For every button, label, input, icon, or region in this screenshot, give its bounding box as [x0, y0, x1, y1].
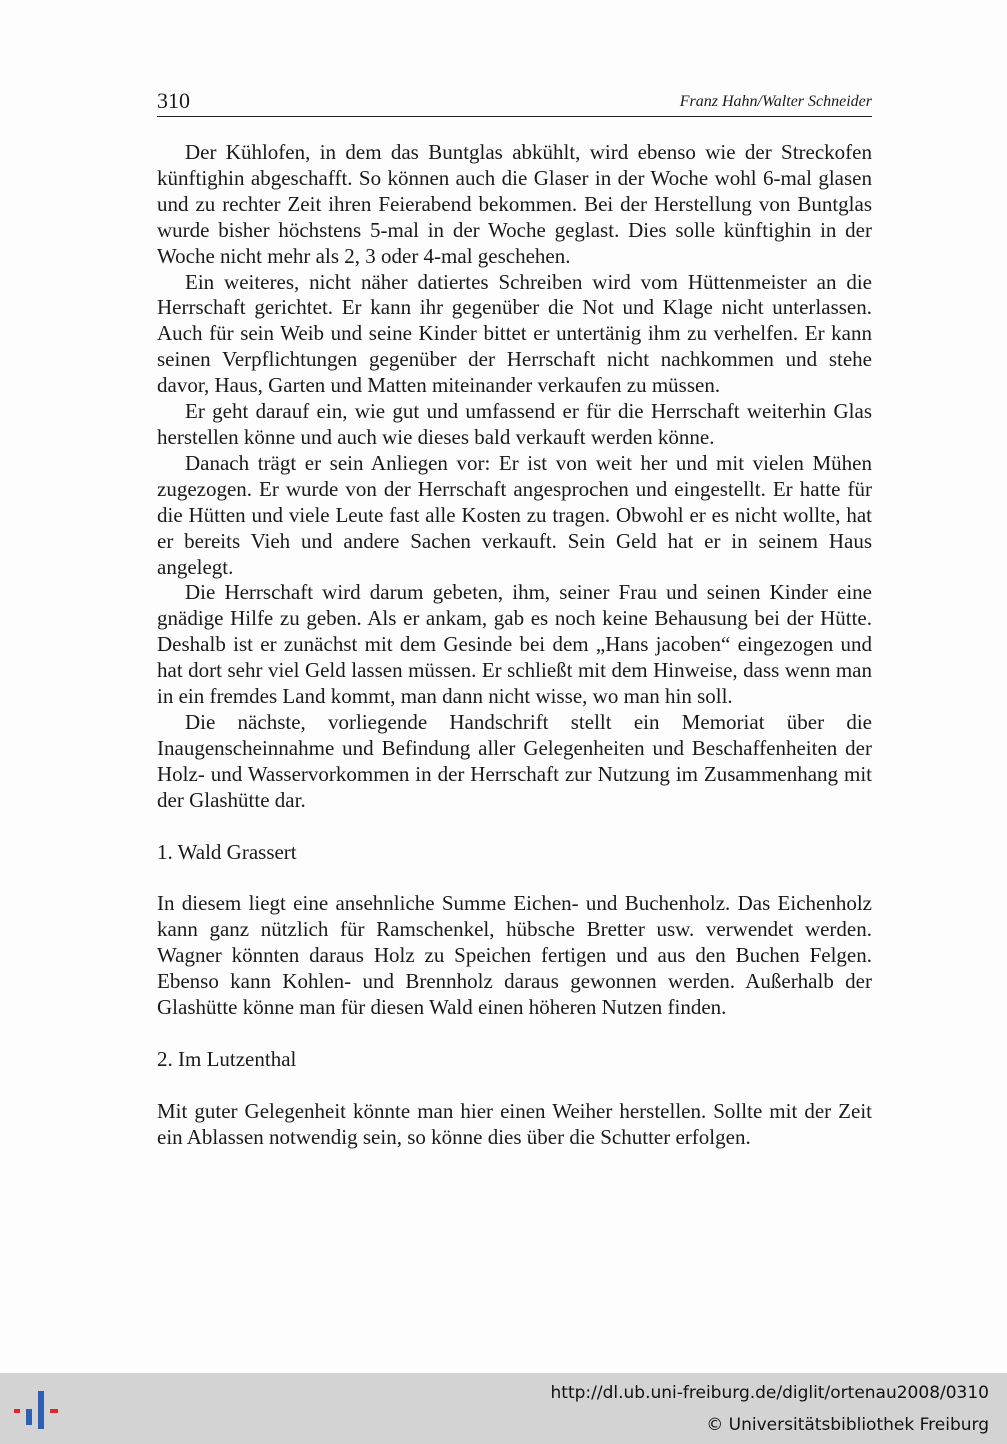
page-number: 310 [157, 88, 190, 113]
paragraph: Ein weiteres, nicht näher datiertes Schreiben wird vom Hüttenmeister an die Herrschaft gerichtet. Er kann ihr gegenüber die Not und Klage nicht unterlassen. Auch für sein Weib und seine Kinder bittet er untertänig ihm zu verhelfen. Er kann seinen Verpflichtungen gegenüber der Herrschaft nicht nachkommen und stehe davor, Haus, Garten und Matten miteinander verkaufen zu müssen. [157, 269, 872, 398]
paragraph: Danach trägt er sein Anliegen vor: Er ist von weit her und mit vielen Mühen zugezogen. Er wurde von der Herrschaft angesprochen und eingestellt. Er hatte für die Hütten und viele Leute fast alle Kosten zu tragen. Obwohl er es nicht wollte, hat er bereits Vieh und andere Sachen verkauft. Sein Geld hat er in seinem Haus angelegt. [157, 450, 872, 579]
page-body [157, 140, 872, 1151]
paragraph: Die nächste, vorliegende Handschrift stellt ein Memoriat über die Inaugenscheinnahme und Befindung aller Gelegenheiten und Beschaffenheiten der Holz- und Wasservorkommen in der Herrschaft zur Nutzung im Zusammenhang mit der Glashütte dar. [157, 709, 872, 812]
copyright-text: © Universitätsbibliothek Freiburg [706, 1415, 989, 1435]
paragraph: Der Kühlofen, in dem das Buntglas abkühlt, wird ebenso wie der Streckofen künftighin abgeschafft. So können auch die Glaser in der Woche wohl 6-mal glasen und zu rechter Zeit ihren Feierabend bekommen. Bei der Herstellung von Buntglas wurde bisher höchstens 5-mal in der Woche geglast. Dies solle künftighin in der Woche nicht mehr als 2, 3 oder 4-mal geschehen. [157, 140, 872, 268]
section-text: Mit guter Gelegenheit könnte man hier einen Weiher herstellen. Sollte mit der Zeit ein Ablassen notwendig sein, so könne dies über die Schutter erfolgen. [157, 1098, 872, 1149]
section-text: In diesem liegt eine ansehnliche Summe Eichen- und Buchenholz. Das Eichenholz kann ganz nützlich für Ramschenkel, hübsche Bretter usw. verwendet werden. Wagner könnten daraus Holz zu Speichen fertigen und aus den Buchen Felgen. Ebenso kann Kohlen- und Brennholz daraus gewonnen werden. Außerhalb der Glashütte könne man für diesen Wald einen höheren Nutzen finden. [157, 891, 872, 1020]
section-heading: 1. Wald Grassert [157, 839, 297, 864]
running-head: Franz Hahn/Walter Schneider [679, 93, 872, 110]
section-heading: 2. Im Lutzenthal [157, 1047, 297, 1071]
paragraph: Die Herrschaft wird darum gebeten, ihm, seiner Frau und seinen Kinder eine gnädige Hilfe zu geben. Als er ankam, gab es noch keine Behausung bei der Hütte. Deshalb ist er zunächst mit dem Gesinde bei dem „Hans jacoben“ eingezogen und hat dort sehr viel Geld lassen müssen. Er schließt mit dem Hinweise, dass wenn man in ein fremdes Land kommt, man dann nicht wisse, wo man hin soll. [157, 580, 872, 709]
ub-freiburg-logo-icon [12, 1385, 64, 1433]
page-header [157, 88, 872, 117]
paragraph: Er geht darauf ein, wie gut und umfassend er für die Herrschaft weiterhin Glas herstellen könne und auch wie dieses bald verkauft werden könne. [157, 399, 872, 449]
source-url-link[interactable]: http://dl.ub.uni-freiburg.de/diglit/ortenau2008/0310 [550, 1383, 989, 1403]
footer-bar [0, 1373, 1007, 1444]
